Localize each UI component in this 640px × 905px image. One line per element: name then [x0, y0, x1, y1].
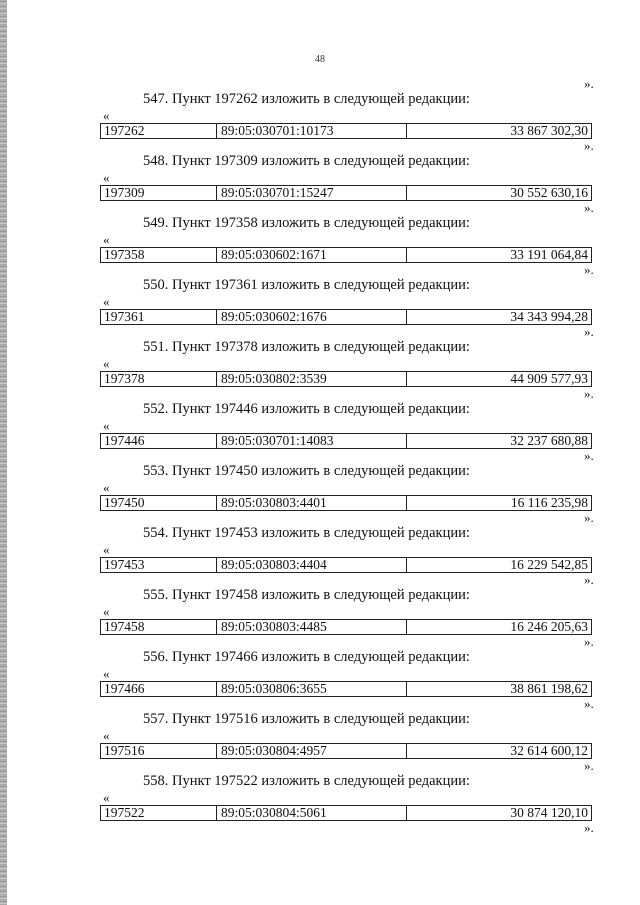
item-id-cell: 197516	[101, 744, 217, 758]
closing-quote: ».	[584, 138, 594, 153]
opening-quote: «	[103, 108, 110, 123]
value-cell: 38 861 198,62	[510, 682, 588, 696]
opening-quote: «	[103, 542, 110, 557]
amendment-entry	[0, 263, 640, 325]
item-id-cell: 197466	[101, 682, 217, 696]
entry-heading: 554. Пункт 197453 изложить в следующей редакции:	[143, 525, 470, 541]
table-row	[100, 743, 592, 759]
item-id-cell: 197453	[101, 558, 217, 572]
cadastral-number-cell: 89:05:030701:14083	[217, 434, 407, 448]
entry-heading: 551. Пункт 197378 изложить в следующей редакции:	[143, 339, 470, 355]
amendment-entry	[0, 139, 640, 201]
table-row	[100, 185, 592, 201]
value-cell: 32 237 680,88	[510, 434, 588, 448]
item-id-cell: 197361	[101, 310, 217, 324]
table-row	[100, 247, 592, 263]
amendment-entry	[0, 635, 640, 697]
value-cell: 30 552 630,16	[510, 186, 588, 200]
table-row	[100, 805, 592, 821]
value-cell: 32 614 600,12	[510, 744, 588, 758]
value-cell: 33 191 064,84	[510, 248, 588, 262]
closing-quote: ».	[584, 820, 594, 835]
opening-quote: «	[103, 666, 110, 681]
opening-quote: «	[103, 728, 110, 743]
amendment-entry	[0, 387, 640, 449]
opening-quote: «	[103, 356, 110, 371]
value-cell: 44 909 577,93	[510, 372, 588, 386]
value-cell: 34 343 994,28	[510, 310, 588, 324]
cadastral-number-cell: 89:05:030804:4957	[217, 744, 407, 758]
value-cell: 30 874 120,10	[510, 806, 588, 820]
opening-quote: «	[103, 604, 110, 619]
item-id-cell: 197262	[101, 124, 217, 138]
closing-quote: ».	[584, 200, 594, 215]
entry-heading: 552. Пункт 197446 изложить в следующей редакции:	[143, 401, 470, 417]
table-row	[100, 619, 592, 635]
cadastral-number-cell: 89:05:030602:1671	[217, 248, 407, 262]
closing-quote: ».	[584, 262, 594, 277]
table-row	[100, 681, 592, 697]
cadastral-number-cell: 89:05:030701:15247	[217, 186, 407, 200]
opening-quote: «	[103, 418, 110, 433]
amendment-entry	[0, 449, 640, 511]
value-cell: 16 246 205,63	[510, 620, 588, 634]
table-row	[100, 495, 592, 511]
closing-quote: ».	[584, 572, 594, 587]
amendment-entry	[0, 573, 640, 635]
cadastral-number-cell: 89:05:030803:4401	[217, 496, 407, 510]
entry-heading: 558. Пункт 197522 изложить в следующей редакции:	[143, 773, 470, 789]
opening-quote: «	[103, 170, 110, 185]
amendment-entry	[0, 77, 640, 139]
entry-heading: 557. Пункт 197516 изложить в следующей редакции:	[143, 711, 470, 727]
value-cell: 16 229 542,85	[510, 558, 588, 572]
entry-heading: 555. Пункт 197458 изложить в следующей редакции:	[143, 587, 470, 603]
item-id-cell: 197378	[101, 372, 217, 386]
table-row	[100, 123, 592, 139]
item-id-cell: 197358	[101, 248, 217, 262]
entry-heading: 548. Пункт 197309 изложить в следующей редакции:	[143, 153, 470, 169]
cadastral-number-cell: 89:05:030803:4404	[217, 558, 407, 572]
closing-quote: ».	[584, 448, 594, 463]
amendment-entry	[0, 697, 640, 759]
item-id-cell: 197522	[101, 806, 217, 820]
entry-heading: 553. Пункт 197450 изложить в следующей редакции:	[143, 463, 470, 479]
cadastral-number-cell: 89:05:030806:3655	[217, 682, 407, 696]
table-row	[100, 557, 592, 573]
closing-quote: ».	[584, 634, 594, 649]
amendment-entry	[0, 759, 640, 821]
item-id-cell: 197458	[101, 620, 217, 634]
table-row	[100, 309, 592, 325]
closing-quote: ».	[584, 76, 594, 91]
cadastral-number-cell: 89:05:030802:3539	[217, 372, 407, 386]
amendment-entry	[0, 511, 640, 573]
closing-quote: ».	[584, 510, 594, 525]
closing-quote: ».	[584, 758, 594, 773]
table-row	[100, 433, 592, 449]
opening-quote: «	[103, 294, 110, 309]
item-id-cell: 197309	[101, 186, 217, 200]
opening-quote: «	[103, 232, 110, 247]
cadastral-number-cell: 89:05:030804:5061	[217, 806, 407, 820]
entry-heading: 549. Пункт 197358 изложить в следующей редакции:	[143, 215, 470, 231]
entries-list	[0, 77, 640, 821]
cadastral-number-cell: 89:05:030701:10173	[217, 124, 407, 138]
amendment-entry	[0, 325, 640, 387]
cadastral-number-cell: 89:05:030803:4485	[217, 620, 407, 634]
item-id-cell: 197450	[101, 496, 217, 510]
closing-quote: ».	[584, 696, 594, 711]
closing-quote: ».	[584, 324, 594, 339]
entry-heading: 556. Пункт 197466 изложить в следующей редакции:	[143, 649, 470, 665]
amendment-entry	[0, 201, 640, 263]
value-cell: 33 867 302,30	[510, 124, 588, 138]
closing-quote: ».	[584, 386, 594, 401]
opening-quote: «	[103, 480, 110, 495]
entry-heading: 550. Пункт 197361 изложить в следующей редакции:	[143, 277, 470, 293]
entry-heading: 547. Пункт 197262 изложить в следующей редакции:	[143, 91, 470, 107]
table-row	[100, 371, 592, 387]
cadastral-number-cell: 89:05:030602:1676	[217, 310, 407, 324]
value-cell: 16 116 235,98	[510, 496, 588, 510]
item-id-cell: 197446	[101, 434, 217, 448]
opening-quote: «	[103, 790, 110, 805]
page-number: 48	[315, 54, 325, 65]
